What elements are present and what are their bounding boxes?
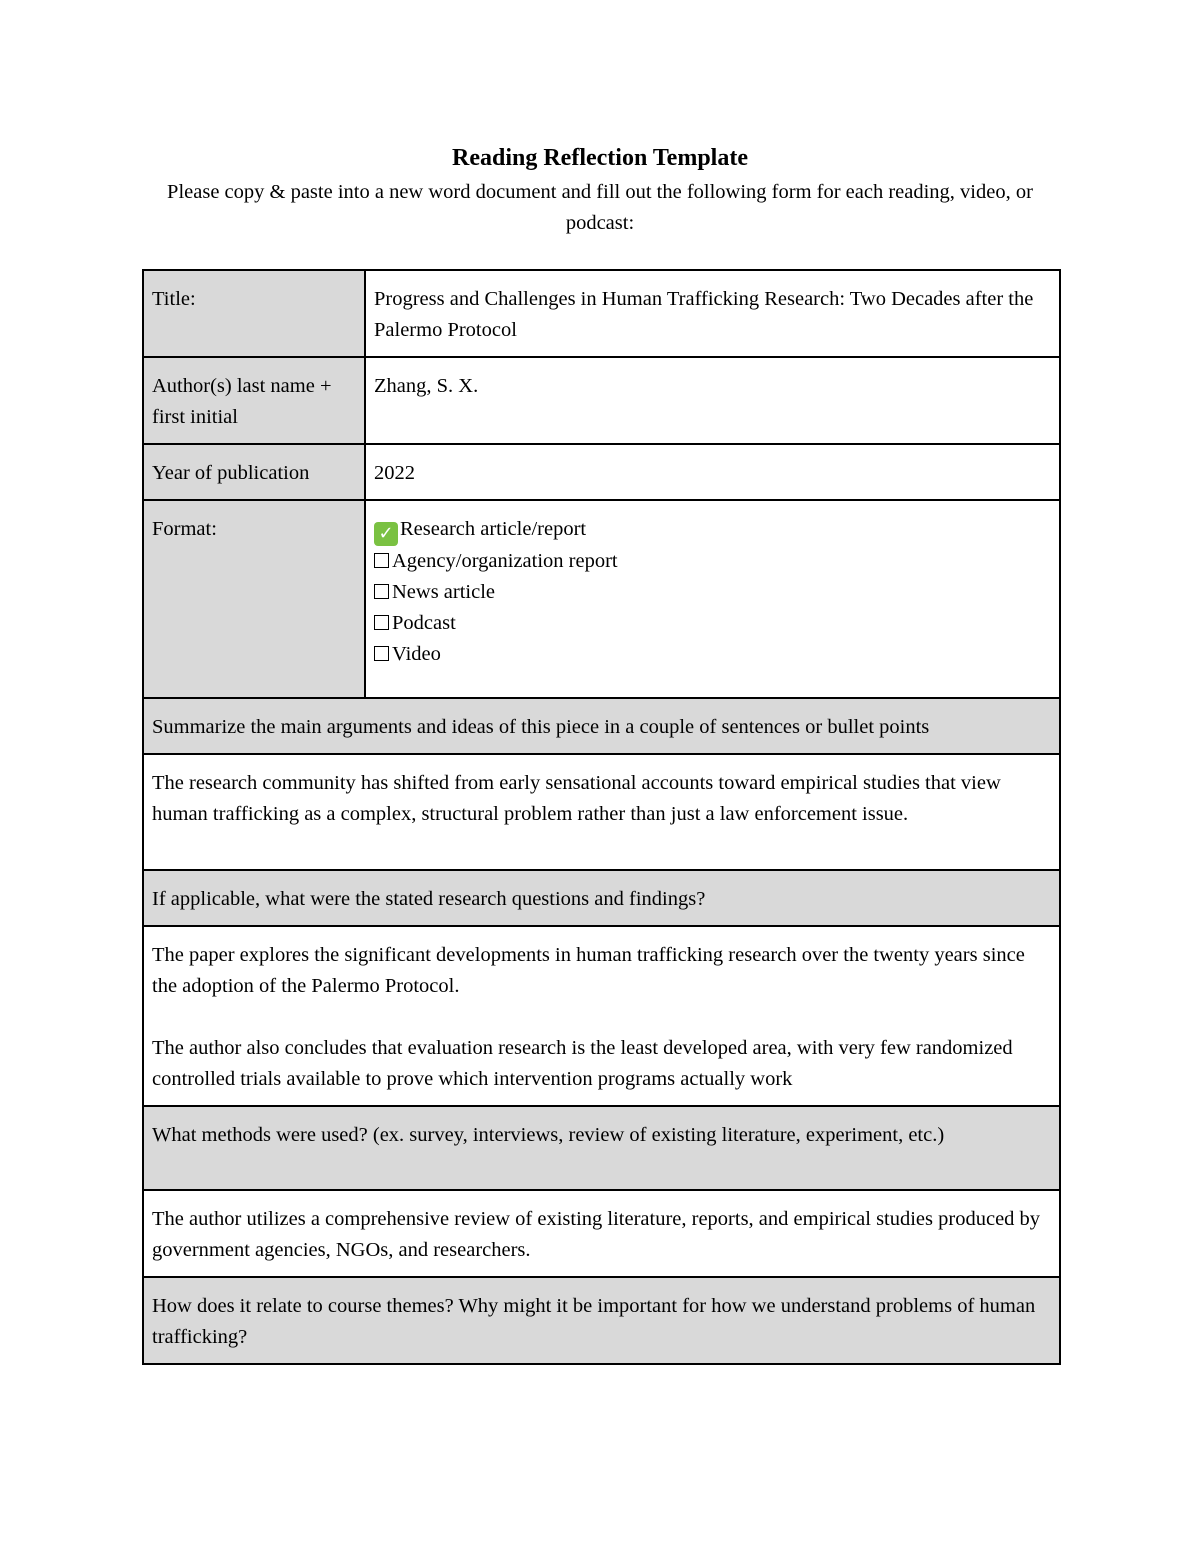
format-option-label: Video: [392, 643, 441, 665]
format-option-label: Research article/report: [400, 518, 587, 540]
year-label: Year of publication: [143, 444, 365, 500]
author-row: [143, 357, 1060, 444]
questions-prompt: If applicable, what were the stated research questions and findings?: [143, 870, 1060, 926]
methods-prompt-row: [143, 1106, 1060, 1190]
relevance-prompt: How does it relate to course themes? Why might it be important for how we understand problems of human trafficking?: [143, 1277, 1060, 1364]
relevance-prompt-row: [143, 1277, 1060, 1364]
author-value[interactable]: Zhang, S. X.: [365, 357, 1060, 444]
methods-answer-row: [143, 1190, 1060, 1277]
format-row: [143, 500, 1060, 698]
format-label: Format:: [143, 500, 365, 698]
questions-answer-row: [143, 926, 1060, 1106]
title-label: Title:: [143, 270, 365, 357]
empty-checkbox-icon[interactable]: [374, 646, 389, 661]
year-value[interactable]: 2022: [365, 444, 1060, 500]
questions-answer[interactable]: [143, 926, 1060, 1106]
format-option-label: Agency/organization report: [392, 550, 618, 572]
questions-answer-paragraph-1: The paper explores the significant developments in human trafficking research over the twenty years since the adoption of the Palermo Protocol.: [152, 944, 1025, 997]
format-options: [365, 500, 1060, 698]
summary-prompt-row: [143, 698, 1060, 754]
year-row: [143, 444, 1060, 500]
document-instructions: Please copy & paste into a new word document and fill out the following form for each reading, video, or podcast:: [167, 181, 1033, 234]
methods-prompt: What methods were used? (ex. survey, interviews, review of existing literature, experiment, etc.): [143, 1106, 1060, 1190]
format-option-video[interactable]: [374, 639, 1051, 670]
summary-answer-row: [143, 754, 1060, 870]
checkmark-box-icon[interactable]: ✓: [374, 522, 398, 546]
document-title: Reading Reflection Template: [452, 145, 748, 171]
questions-prompt-row: [143, 870, 1060, 926]
format-option-label: News article: [392, 581, 496, 603]
format-option-research-article[interactable]: [374, 514, 1051, 546]
author-label: Author(s) last name + first initial: [143, 357, 365, 444]
reflection-form-table: [142, 269, 1061, 1365]
format-option-podcast[interactable]: [374, 608, 1051, 639]
empty-checkbox-icon[interactable]: [374, 553, 389, 568]
format-option-label: Podcast: [392, 612, 456, 634]
empty-checkbox-icon[interactable]: [374, 615, 389, 630]
questions-answer-paragraph-2: The author also concludes that evaluation research is the least developed area, with very few randomized controlled trials available to prove which intervention programs actually work: [152, 1037, 1013, 1090]
title-value[interactable]: Progress and Challenges in Human Trafficking Research: Two Decades after the Palermo Protocol: [365, 270, 1060, 357]
methods-answer[interactable]: The author utilizes a comprehensive review of existing literature, reports, and empirical studies produced by government agencies, NGOs, and researchers.: [143, 1190, 1060, 1277]
empty-checkbox-icon[interactable]: [374, 584, 389, 599]
summary-prompt: Summarize the main arguments and ideas of this piece in a couple of sentences or bullet points: [143, 698, 1060, 754]
paragraph-spacer: [152, 1002, 1051, 1033]
format-option-news-article[interactable]: [374, 577, 1051, 608]
summary-answer[interactable]: The research community has shifted from early sensational accounts toward empirical studies that view human trafficking as a complex, structural problem rather than just a law enforcement issue.: [143, 754, 1060, 870]
title-row: [143, 270, 1060, 357]
format-option-agency-report[interactable]: [374, 546, 1051, 577]
